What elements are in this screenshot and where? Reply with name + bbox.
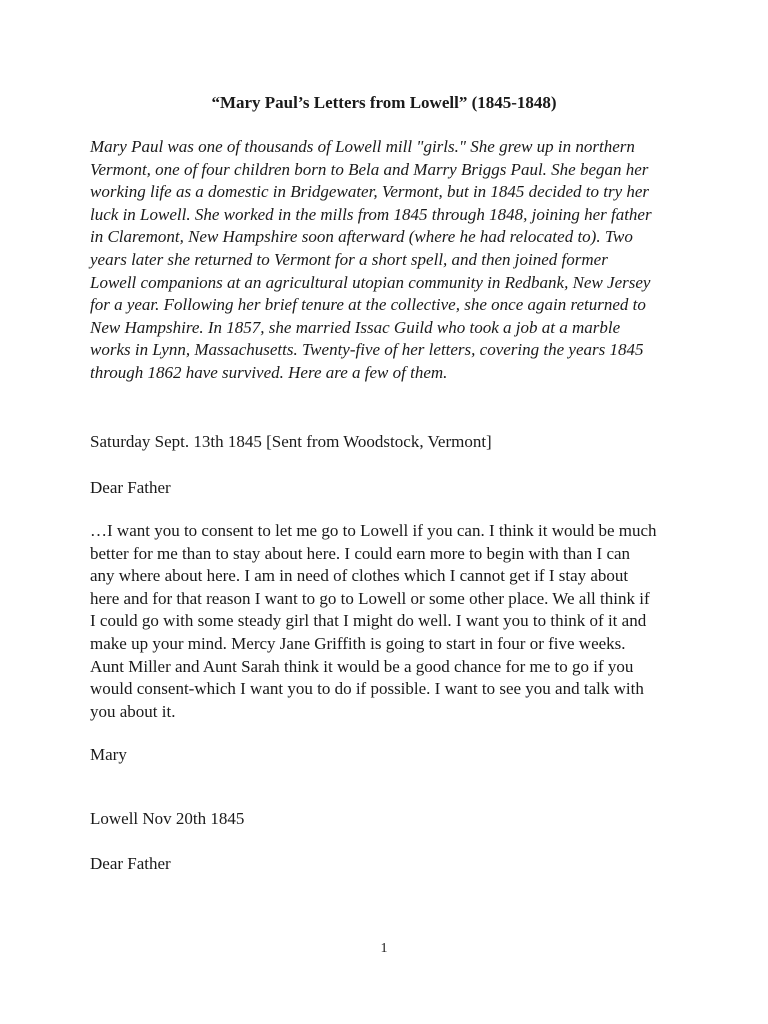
letter1-body-line: would consent-which I want you to do if possible. I want to see you and talk with (90, 679, 644, 699)
letter1-body-line: I could go with some steady girl that I might do well. I want you to think of it and (90, 611, 647, 631)
intro-line: Lowell companions at an agricultural utopian community in Redbank, New Jersey (90, 272, 651, 292)
intro-line: in Claremont, New Hampshire soon afterward (where he had relocated to). Two (90, 227, 633, 247)
page-number: 1 (380, 941, 388, 956)
letter1-salutation: Dear Father (90, 478, 171, 497)
letter1-body-line: any where about here. I am in need of clothes which I cannot get if I stay about (90, 566, 629, 586)
intro-line: Mary Paul was one of thousands of Lowell mill "girls." She grew up in northern (90, 137, 635, 156)
intro-line: luck in Lowell. She worked in the mills from 1845 through 1848, joining her father (90, 204, 652, 224)
letter1-body-line: make up your mind. Mercy Jane Griffith is going to start in four or five weeks. (90, 633, 626, 653)
letter1-body-line: Aunt Miller and Aunt Sarah think it would be a good chance for me to go if you (90, 656, 634, 676)
letter2-salutation: Dear Father (90, 854, 171, 873)
document-title: “Mary Paul’s Letters from Lowell” (1845-1848) (211, 93, 557, 112)
intro-line: works in Lynn, Massachusetts. Twenty-five of her letters, covering the years 1845 (90, 340, 644, 360)
intro-line: New Hampshire. In 1857, she married Issac Guild who took a job at a marble (90, 317, 621, 337)
letter2-date: Lowell Nov 20th 1845 (90, 809, 245, 828)
letter1-date: Saturday Sept. 13th 1845 [Sent from Woodstock, Vermont] (90, 432, 492, 451)
letter1-body-line: better for me than to stay about here. I could earn more to begin with than I can (90, 543, 631, 563)
intro-line: years later she returned to Vermont for a short spell, and then joined former (90, 249, 608, 269)
letter1-body-line: you about it. (90, 701, 176, 721)
letter1-body-line: here and for that reason I want to go to Lowell or some other place. We all think if (90, 588, 650, 608)
letter1-body (90, 520, 690, 723)
letter1-body-line: …I want you to consent to let me go to Lowell if you can. I think it would be much (90, 521, 657, 540)
intro-line: Vermont, one of four children born to Bela and Marry Briggs Paul. She began her (90, 159, 649, 179)
letter1-signature: Mary (90, 745, 127, 764)
intro-line: for a year. Following her brief tenure at the collective, she once again returned to (90, 295, 646, 315)
intro-line: working life as a domestic in Bridgewater, Vermont, but in 1845 decided to try her (90, 182, 650, 202)
intro-paragraph (90, 136, 690, 385)
intro-line: through 1862 have survived. Here are a few of them. (90, 362, 448, 382)
